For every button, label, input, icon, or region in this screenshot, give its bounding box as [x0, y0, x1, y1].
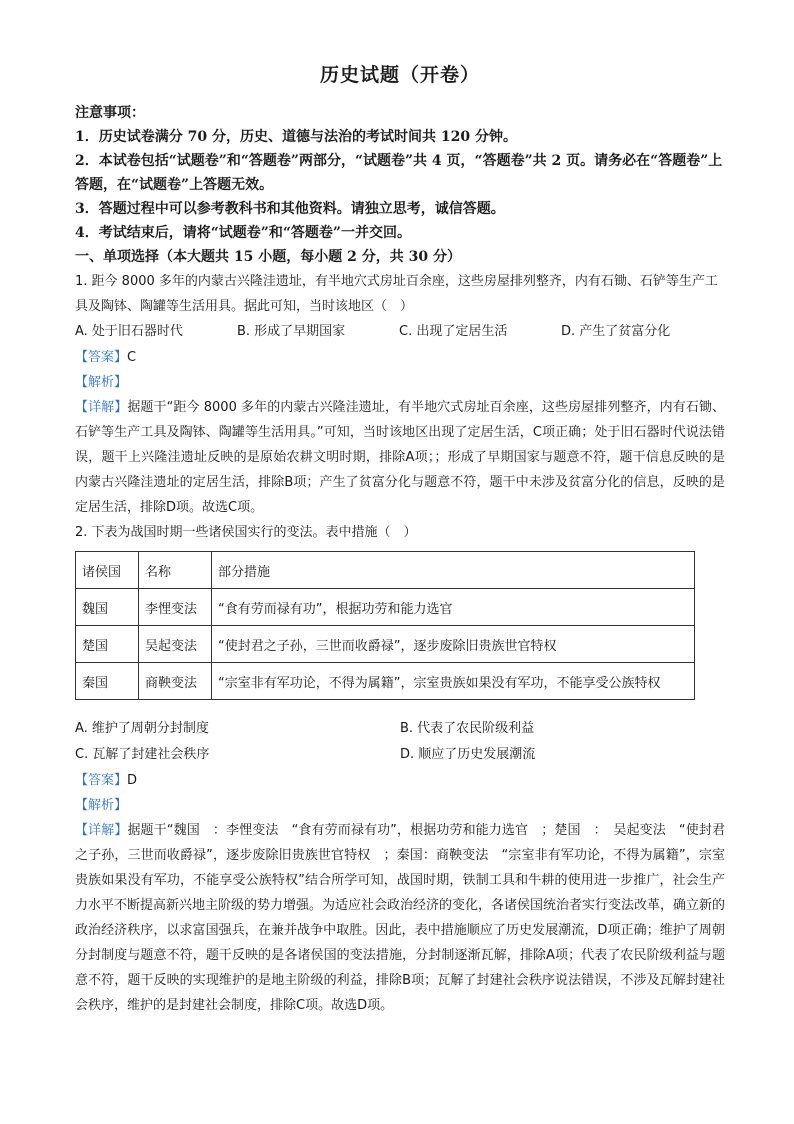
table-cell: “食有劳而禄有功”，根据功劳和能力选官: [212, 589, 695, 626]
notice-item-3: 3．答题过程中可以参考教科书和其他资料。请独立思考，诚信答题。: [75, 201, 505, 217]
question-1-options: [75, 319, 725, 345]
question-2-option-a: A. 维护了周朝分封制度: [75, 721, 209, 736]
notice-item-1: 1．历史试卷满分 70 分，历史、道德与法治的考试时间共 120 分钟。: [75, 129, 517, 145]
table-header: 诸侯国: [76, 552, 139, 589]
table-header: 部分措施: [212, 552, 695, 589]
question-1-answer: [75, 345, 725, 370]
question-2-analysis-label: 【解析】: [75, 798, 128, 813]
question-2-option-b: B. 代表了农民阶级利益: [400, 721, 535, 736]
table-cell: “使封君之子孙，三世而收爵禄”，逐步废除旧贵族世官特权: [212, 626, 695, 663]
table-row: [76, 589, 695, 626]
answer-value: C: [127, 350, 137, 365]
table-row: [76, 626, 695, 663]
table-header: 名称: [139, 552, 212, 589]
question-2-option-c: C. 瓦解了封建社会秩序: [75, 747, 210, 762]
table-cell: 李悝变法: [139, 589, 212, 626]
table-cell: 楚国: [76, 626, 139, 663]
section-title: 一、单项选择（本大题共 15 小题，每小题 2 分，共 30 分）: [75, 249, 461, 265]
detail-text: 据题干“距今 8000 多年的内蒙古兴隆洼遗址，有半地穴式房址百余座，这些房屋排列整齐，内有石锄、石铲等生产工具及陶钵、陶罐等生活用具。”可知，当时该地区出现了定居生活，C项正确；处于旧石器时代说法错误，题干上兴隆洼遗址反映的是原始农耕文明时期，排除A项；；形成了早期国家与题意不符，题干信息反映的是内蒙古兴隆洼遗址的定居生活，排除B项；产生了贫富分化与题意不符，题干中未涉及贫富分化的信息，反映的是定居生活，排除D项。故选C项。: [75, 400, 725, 515]
page-title: 历史试题（开卷）: [319, 64, 480, 86]
question-2: [75, 520, 725, 1018]
detail-label: 【详解】: [75, 823, 128, 838]
question-2-detail: [75, 818, 725, 1018]
question-1-detail: [75, 395, 725, 520]
detail-text: 据题干“魏国 ：李悝变法 “食有劳而禄有功”，根据功劳和能力选官 ；楚国 ： 吴起变法 “使封君之子孙，三世而收爵禄”，逐步废除旧贵族世官特权 ；秦国：商鞅变法 “宗室非有军功论，不得为属籍”，宗室贵族如果没有军功，不能享受公族特权”结合所学可知，战国时期，铁制工具和牛耕的使用进一步推广，社会生产力水平不断提高新兴地主阶级的势力增强。为适应社会政治经济的变化，各诸侯国统治者实行变法改革，确立新的政治经济秩序，以求富国强兵，在兼并战争中取胜。因此，表中措施顺应了历史发展潮流，D项正确；维护了周朝分封制度与题意不符，题干反映的是各诸侯国的变法措施，分封制逐渐瓦解，排除A项；代表了农民阶级利益与题意不符，题干反映的实现维护的是地主阶级的利益，排除B项；瓦解了封建社会秩序说法错误，不涉及瓦解封建社会秩序，维护的是封建社会制度，排除C项。故选D项。: [75, 823, 726, 1013]
table-header-row: [76, 552, 695, 589]
question-2-stem: 2. 下表为战国时期一些诸侯国实行的变法。表中措施（ ）: [75, 525, 417, 540]
answer-label: 【答案】: [75, 773, 128, 788]
table-cell: 商鞅变法: [139, 663, 212, 700]
answer-label: 【答案】: [75, 350, 128, 365]
table-cell: 魏国: [76, 589, 139, 626]
question-2-answer: [75, 768, 725, 793]
question-1-option-d: D. 产生了贫富分化: [561, 324, 671, 339]
question-2-options-row-2: [75, 742, 725, 768]
question-1: [75, 269, 725, 520]
table-cell: “宗室非有军功论，不得为属籍”，宗室贵族如果没有军功，不能享受公族特权: [212, 663, 695, 700]
question-1-option-a: A. 处于旧石器时代: [75, 324, 183, 339]
table-row: [76, 663, 695, 700]
question-2-option-d: D. 顺应了历史发展潮流: [400, 747, 536, 762]
question-1-stem: 1. 距今 8000 多年的内蒙古兴隆洼遗址，有半地穴式房址百余座，这些房屋排列整齐，内有石锄、石铲等生产工具及陶钵、陶罐等生活用具。据此可知，当时该地区（ ）: [75, 274, 718, 314]
question-1-option-c: C. 出现了定居生活: [399, 324, 508, 339]
reform-table: [75, 551, 695, 700]
notice-heading: 注意事项：: [75, 105, 145, 121]
detail-label: 【详解】: [75, 400, 128, 415]
notice-item-2: 2．本试卷包括“试题卷”和“答题卷”两部分，“试题卷”共 4 页，“答题卷”共 2 页。请务必在“答题卷”上答题，在“试题卷”上答题无效。: [75, 153, 723, 193]
notice-block: [75, 101, 725, 245]
notice-item-4: 4．考试结束后，请将“试题卷”和“答题卷”一并交回。: [75, 225, 411, 241]
question-1-analysis-label: 【解析】: [75, 375, 128, 390]
answer-value: D: [127, 773, 138, 788]
table-cell: 秦国: [76, 663, 139, 700]
question-1-option-b: B. 形成了早期国家: [237, 324, 346, 339]
exam-page: [75, 52, 725, 1018]
question-2-options-row-1: [75, 716, 725, 742]
table-cell: 吴起变法: [139, 626, 212, 663]
